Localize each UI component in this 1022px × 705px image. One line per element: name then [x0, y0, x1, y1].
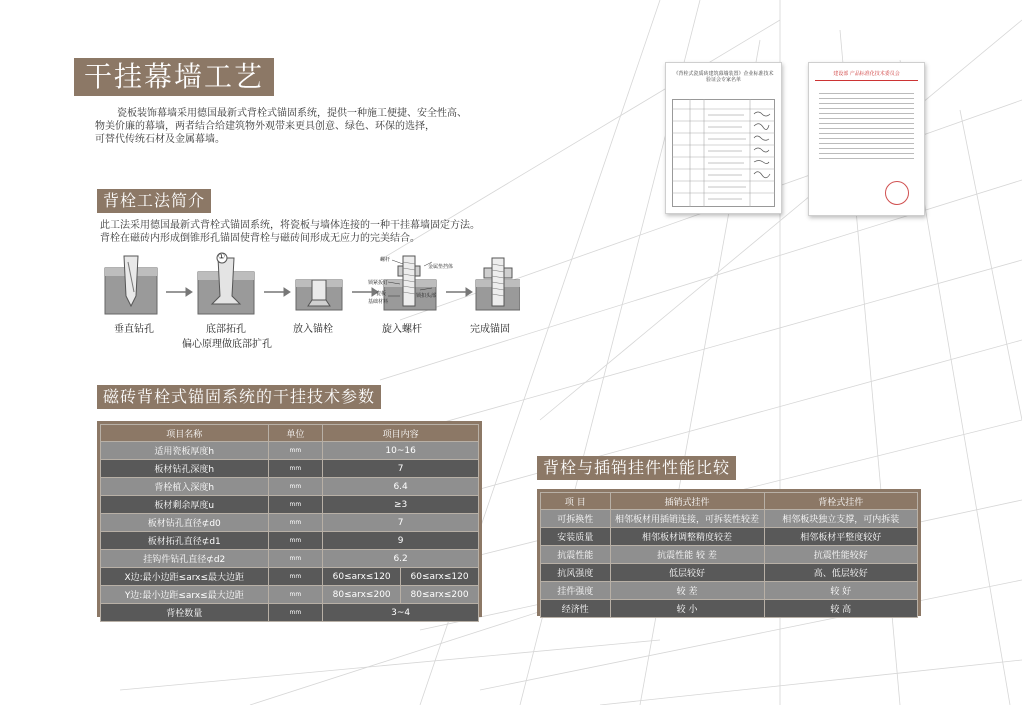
- param-name: 板材钻孔深度h: [101, 460, 269, 478]
- step-label: 完成锚固: [470, 324, 510, 335]
- step-label: 旋入螺杆: [382, 324, 422, 335]
- param-unit: mm: [268, 478, 323, 496]
- compare-pin: 相邻板材调整精度较差: [610, 528, 764, 546]
- step-sublabel: 偏心原理做底部扩孔: [182, 339, 272, 350]
- compare-item: 可拆换性: [541, 510, 611, 528]
- compare-bolt: 较 高: [764, 600, 918, 618]
- certificate-document-list: [665, 62, 782, 214]
- intro-line: 物美价廉的幕墙，两者结合给建筑物外观带来更具创意、绿色、环保的选择，: [95, 121, 435, 132]
- compare-item: 挂件强度: [541, 582, 611, 600]
- step-insert-anchor-illustration: [296, 280, 342, 310]
- table-row: [541, 582, 918, 600]
- params-table: [100, 424, 479, 622]
- section-heading-compare: 背栓与插销挂件性能比较: [537, 456, 736, 480]
- intro-line: 瓷板装饰幕墙采用德国最新式背栓式锚固系统，提供一种施工便捷、安全性高、: [117, 108, 467, 119]
- diagram-label: 瓷板: [376, 291, 387, 297]
- table-row: [101, 604, 479, 622]
- page-title: 干挂幕墙工艺: [74, 58, 274, 96]
- param-value: 60≤arx≤120: [401, 568, 479, 586]
- table-row: [541, 600, 918, 618]
- red-seal: [885, 181, 909, 205]
- certificate-document-letter: [808, 62, 925, 216]
- table-header: 插销式挂件: [610, 493, 764, 510]
- table-row: [101, 586, 479, 604]
- param-unit: mm: [268, 496, 323, 514]
- param-name: 板材钻孔直径⊄d0: [101, 514, 269, 532]
- param-unit: mm: [268, 442, 323, 460]
- table-row: [101, 442, 479, 460]
- step-drill-illustration: [105, 256, 157, 314]
- param-unit: mm: [268, 550, 323, 568]
- compare-table-frame: [537, 489, 921, 616]
- table-row: [101, 550, 479, 568]
- param-value: 7: [323, 514, 479, 532]
- param-value: 80≤arx≤200: [401, 586, 479, 604]
- doc1-title: 《背栓式瓷质砖建筑幕墙装置》企业标准技术验证会专家名单: [673, 71, 774, 83]
- param-value: ≥3: [323, 496, 479, 514]
- param-unit: mm: [268, 568, 323, 586]
- param-value: 7: [323, 460, 479, 478]
- compare-table: [540, 492, 918, 618]
- table-header: 项目内容: [323, 425, 479, 442]
- compare-pin: 抗震性能 较 差: [610, 546, 764, 564]
- doc2-text-lines: [819, 89, 914, 163]
- compare-item: 经济性: [541, 600, 611, 618]
- step-undercut-illustration: [198, 253, 254, 314]
- param-value: 10~16: [323, 442, 479, 460]
- diagram-label: 螺杆: [380, 257, 391, 263]
- table-row: [101, 514, 479, 532]
- diagram-label: 锁扣头部: [416, 293, 437, 299]
- process-steps-diagram: [100, 252, 520, 322]
- param-name: X边:最小边距≤arx≤最大边距: [101, 568, 269, 586]
- table-row: [541, 510, 918, 528]
- param-name: 背栓植入深度h: [101, 478, 269, 496]
- compare-bolt: 相邻板块独立支撑，可内拆装: [764, 510, 918, 528]
- table-row: [101, 496, 479, 514]
- table-header: 单位: [268, 425, 323, 442]
- intro-text: [95, 107, 515, 146]
- param-value: 9: [323, 532, 479, 550]
- table-header: 项 目: [541, 493, 611, 510]
- compare-bolt: 抗震性能较好: [764, 546, 918, 564]
- arrow-icon: [352, 288, 378, 296]
- table-header: 背栓式挂件: [764, 493, 918, 510]
- param-value: 3~4: [323, 604, 479, 622]
- param-unit: mm: [268, 586, 323, 604]
- doc1-table-grid: [672, 99, 775, 207]
- param-name: Y边:最小边距≤arx≤最大边距: [101, 586, 269, 604]
- diagram-label: 锁紧扳钉: [368, 280, 389, 286]
- section-heading-method: 背栓工法简介: [97, 189, 211, 213]
- param-name: 板材剩余厚度u: [101, 496, 269, 514]
- table-header: 项目名称: [101, 425, 269, 442]
- step-finished-illustration: [476, 258, 520, 310]
- step-label: 底部拓孔: [206, 324, 246, 335]
- method-description: [100, 219, 480, 245]
- compare-bolt: 高、低层较好: [764, 564, 918, 582]
- doc2-header-left: 建设部: [833, 71, 849, 77]
- arrow-icon: [264, 288, 290, 296]
- diagram-label: 基础材料: [368, 299, 389, 305]
- param-value: 80≤arx≤200: [323, 586, 401, 604]
- compare-item: 安装质量: [541, 528, 611, 546]
- compare-pin: 低层较好: [610, 564, 764, 582]
- intro-line: 可替代传统石材及金属幕墙。: [95, 134, 225, 145]
- compare-bolt: 较 好: [764, 582, 918, 600]
- arrow-icon: [166, 288, 192, 296]
- table-row: [101, 478, 479, 496]
- compare-item: 抗风强度: [541, 564, 611, 582]
- param-value: 6.4: [323, 478, 479, 496]
- param-value: 60≤arx≤120: [323, 568, 401, 586]
- compare-pin: 较 差: [610, 582, 764, 600]
- compare-bolt: 相邻板材平整度较好: [764, 528, 918, 546]
- section-heading-params: 磁砖背栓式锚固系统的干挂技术参数: [97, 385, 381, 409]
- param-unit: mm: [268, 532, 323, 550]
- param-unit: mm: [268, 514, 323, 532]
- step-label: 垂直钻孔: [114, 324, 154, 335]
- table-row: [541, 546, 918, 564]
- compare-item: 抗震性能: [541, 546, 611, 564]
- param-name: 挂钩件钻孔直径⊄d2: [101, 550, 269, 568]
- param-name: 背栓数量: [101, 604, 269, 622]
- table-row: [101, 568, 479, 586]
- table-row: [101, 532, 479, 550]
- compare-pin: 相邻板材用插销连接，可拆装性较差: [610, 510, 764, 528]
- method-desc-line: 此工法采用德国最新式背栓式锚固系统，将瓷板与墙体连接的一种干挂幕墙固定方法。: [100, 220, 480, 231]
- param-name: 适用瓷板厚度h: [101, 442, 269, 460]
- step-label: 放入锚栓: [293, 324, 333, 335]
- table-row: [541, 564, 918, 582]
- method-desc-line: 背栓在磁砖内形成倒锥形孔锚固使背栓与磁砖间形成无应力的完美结合。: [100, 233, 420, 244]
- diagram-label: 金属垫挡体: [428, 264, 454, 270]
- table-row: [101, 460, 479, 478]
- param-unit: mm: [268, 460, 323, 478]
- arrow-icon: [446, 288, 472, 296]
- param-value: 6.2: [323, 550, 479, 568]
- param-unit: mm: [268, 604, 323, 622]
- table-row: [541, 528, 918, 546]
- compare-pin: 较 小: [610, 600, 764, 618]
- doc2-header-right: 产品标准化技术委员会: [849, 71, 900, 77]
- param-name: 板材拓孔直径⊄d1: [101, 532, 269, 550]
- params-table-frame: [97, 421, 482, 617]
- step2-marker: ①: [218, 252, 226, 261]
